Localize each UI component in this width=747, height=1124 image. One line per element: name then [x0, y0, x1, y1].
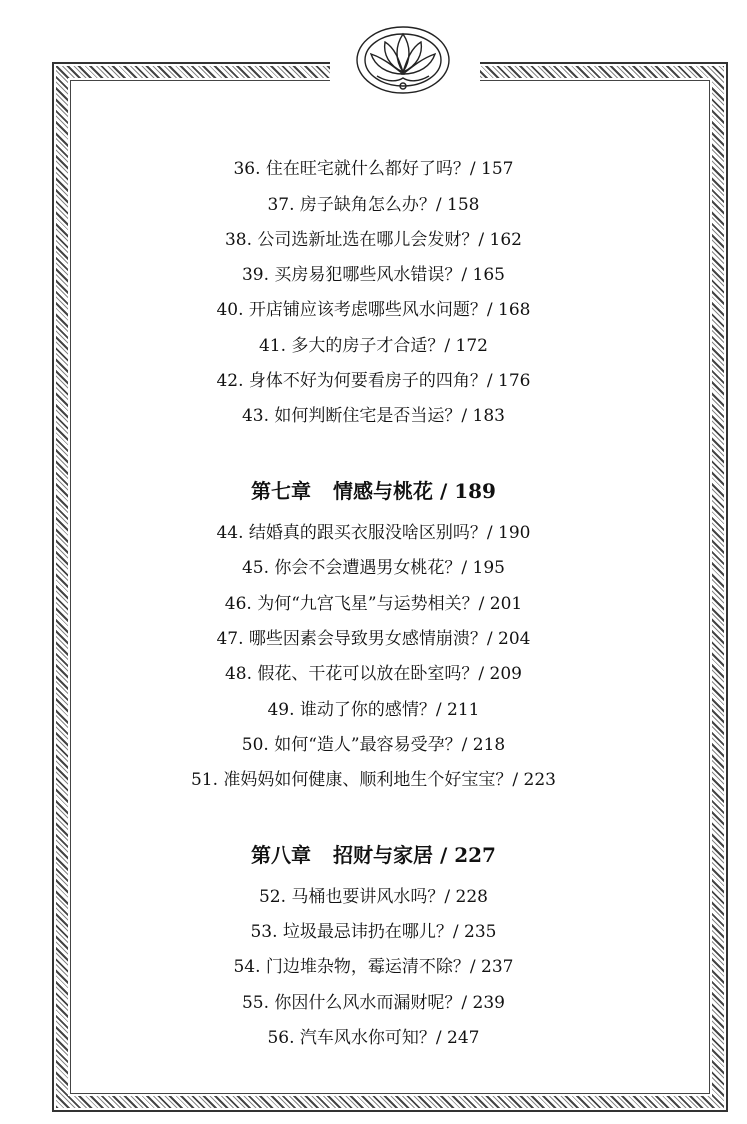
toc-entry: 40. 开店铺应该考虑哪些风水问题？/ 168 [216, 300, 531, 320]
toc-entry: 45. 你会不会遭遇男女桃花？/ 195 [241, 558, 506, 578]
chapter-title: 情感与桃花 / 189 [333, 479, 496, 503]
chapter-heading [0, 478, 747, 504]
toc-entry: 42. 身体不好为何要看房子的四角？/ 176 [216, 371, 531, 391]
toc-entry: 48. 假花、干花可以放在卧室吗？/ 209 [224, 664, 523, 684]
chapter-label: 第八章 [251, 843, 311, 867]
lotus-ornament-icon [351, 20, 455, 96]
chapter-label: 第七章 [251, 479, 311, 503]
toc-entry: 46. 为何“九宫飞星”与运势相关？/ 201 [224, 594, 523, 614]
toc-entry: 39. 买房易犯哪些风水错误？/ 165 [241, 265, 506, 285]
toc-entry: 49. 谁动了你的感情？/ 211 [267, 700, 480, 720]
toc-entry: 56. 汽车风水你可知？/ 247 [267, 1028, 480, 1048]
toc-entry: 55. 你因什么风水而漏财呢？/ 239 [241, 993, 506, 1013]
toc-entry: 43. 如何判断住宅是否当运？/ 183 [241, 406, 506, 426]
chapter-title: 招财与家居 / 227 [333, 843, 496, 867]
toc-entry: 38. 公司选新址选在哪儿会发财？/ 162 [224, 230, 523, 250]
chapter-heading [0, 842, 747, 868]
toc-entry: 52. 马桶也要讲风水吗？/ 228 [258, 887, 489, 907]
toc-entry: 44. 结婚真的跟买衣服没啥区别吗？/ 190 [216, 523, 531, 543]
toc-entry: 36. 住在旺宅就什么都好了吗？/ 157 [233, 159, 514, 179]
toc-entry: 47. 哪些因素会导致男女感情崩溃？/ 204 [216, 629, 531, 649]
toc-entry: 53. 垃圾最忌讳扔在哪儿？/ 235 [250, 922, 497, 942]
toc-entry: 54. 门边堆杂物，霉运清不除？/ 237 [233, 957, 514, 977]
toc-entry: 50. 如何“造人”最容易受孕？/ 218 [241, 735, 506, 755]
toc-entry: 51. 准妈妈如何健康、顺利地生个好宝宝？/ 223 [190, 770, 557, 790]
toc-entry: 37. 房子缺角怎么办？/ 158 [267, 195, 480, 215]
toc-entry: 41. 多大的房子才合适？/ 172 [258, 336, 489, 356]
